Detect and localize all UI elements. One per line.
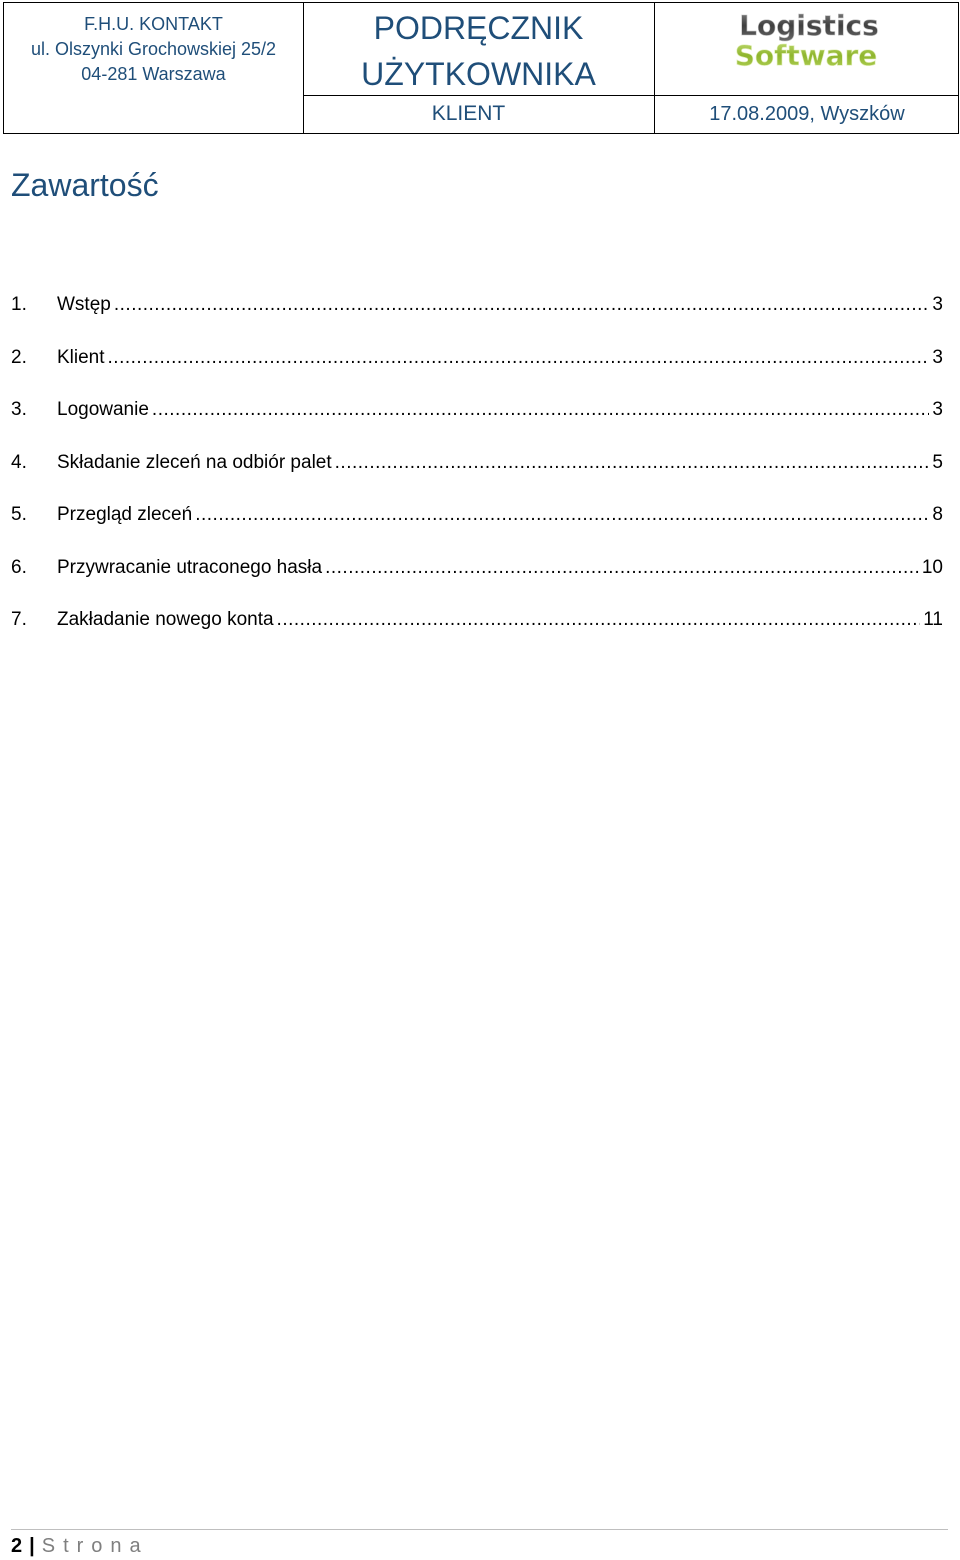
toc-entry-label: Przegląd zleceń xyxy=(57,504,193,525)
toc-dot-leader xyxy=(277,600,921,640)
document-subject: KLIENT xyxy=(431,102,506,125)
logistics-software-logo xyxy=(654,3,960,95)
toc-entry-przeglad-zlecen[interactable] xyxy=(11,495,943,548)
toc-entry-label: Klient xyxy=(57,346,105,368)
toc-dot-leader xyxy=(335,443,930,483)
toc-entry-label: Przywracanie utraconego hasła xyxy=(57,556,323,578)
toc-entry-number: 6. xyxy=(11,556,27,578)
toc-entry-przywracanie-hasla[interactable] xyxy=(11,548,943,601)
toc-entry-page: 3 xyxy=(932,346,943,368)
document-title xyxy=(303,3,654,95)
toc-entry-number: 5. xyxy=(11,504,27,525)
page-footer xyxy=(11,1532,149,1560)
toc-entry-label: Wstęp xyxy=(57,294,111,315)
toc-entry-number: 3. xyxy=(11,399,27,420)
footer-separator: | xyxy=(29,1535,35,1557)
toc-entry-logowanie[interactable] xyxy=(11,390,943,443)
toc-entry-number: 2. xyxy=(11,346,27,368)
logo-icon xyxy=(724,5,894,75)
footer-divider xyxy=(11,1529,948,1530)
company-info xyxy=(4,3,303,95)
toc-entry-page: 5 xyxy=(932,451,943,473)
toc-entry-page: 3 xyxy=(932,399,943,420)
toc-entry-page: 8 xyxy=(932,504,943,525)
toc-entry-skladanie-zlecen[interactable] xyxy=(11,443,943,496)
toc-entry-klient[interactable] xyxy=(11,338,943,391)
document-header xyxy=(3,2,959,134)
logo-line2: Software xyxy=(734,39,878,72)
toc-title: Zawartość xyxy=(11,167,159,203)
toc-dot-leader xyxy=(114,285,930,325)
toc-entry-label: Logowanie xyxy=(57,399,149,420)
toc-entry-zakladanie-konta[interactable] xyxy=(11,600,943,653)
toc-dot-leader xyxy=(195,495,929,535)
toc-entry-label: Zakładanie nowego konta xyxy=(57,609,274,630)
toc-entry-page: 11 xyxy=(923,609,943,630)
footer-page-number: 2 xyxy=(11,1535,23,1557)
toc-entry-page: 10 xyxy=(921,556,943,578)
toc-entry-page: 3 xyxy=(932,294,943,315)
toc-entry-label: Składanie zleceń na odbiór palet xyxy=(57,451,332,473)
toc-entry-number: 1. xyxy=(11,294,27,315)
company-name: F.H.U. KONTAKT xyxy=(84,14,223,34)
company-street: ul. Olszynki Grochowskiej 25/2 xyxy=(30,39,277,59)
toc-dot-leader xyxy=(152,390,930,430)
company-city: 04-281 Warszawa xyxy=(81,64,226,84)
document-title-line2: UŻYTKOWNIKA xyxy=(361,56,596,92)
document-date-place: 17.08.2009, Wyszków xyxy=(709,103,905,125)
toc-entry-number: 7. xyxy=(11,609,27,630)
toc-entry-number: 4. xyxy=(11,451,27,473)
toc-entry-wstep[interactable] xyxy=(11,285,943,338)
toc-dot-leader xyxy=(108,338,930,378)
toc-dot-leader xyxy=(325,548,919,588)
table-of-contents xyxy=(11,285,943,653)
footer-page-word: Strona xyxy=(41,1535,149,1557)
logo-line1: Logistics xyxy=(739,9,879,42)
document-title-line1: PODRĘCZNIK xyxy=(373,10,584,46)
